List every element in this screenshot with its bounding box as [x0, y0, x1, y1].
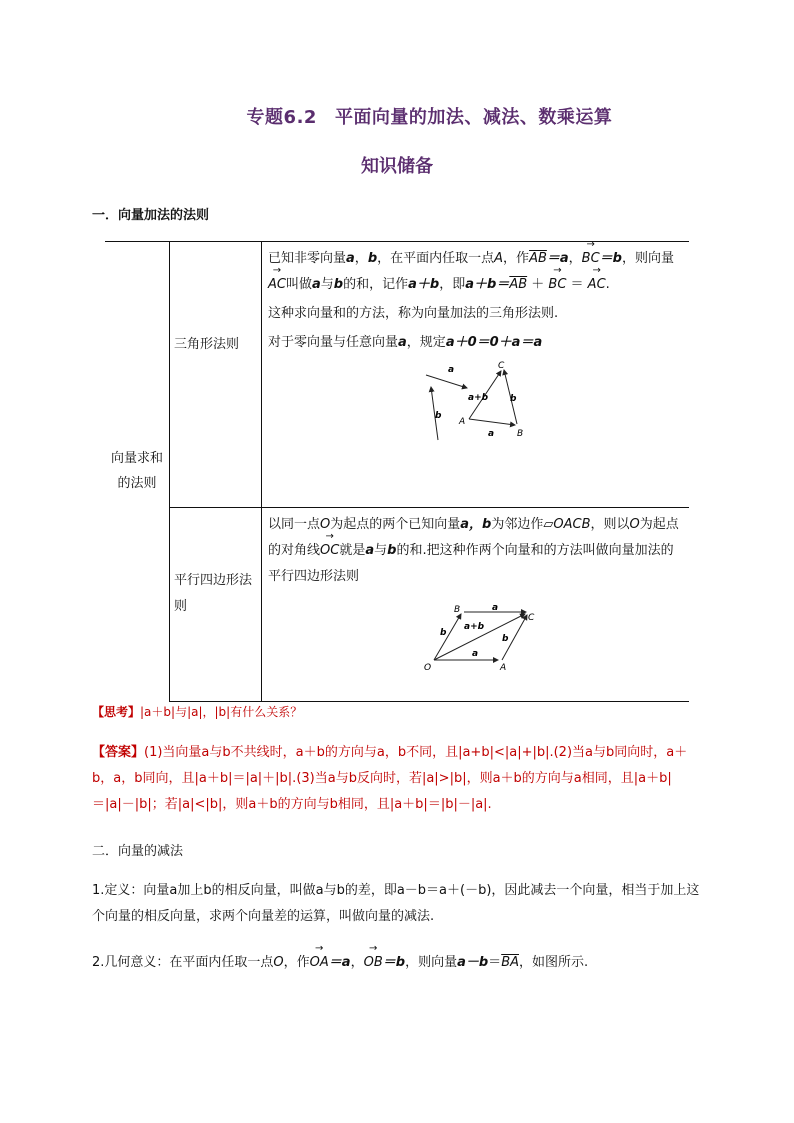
parallelogram-rule-figure [262, 600, 582, 676]
label-side-a: a [488, 428, 495, 439]
section-heading-subtraction: 二．向量的减法 [92, 844, 184, 859]
label-bottom-a: a [472, 649, 479, 659]
label-B: B [454, 605, 461, 615]
addition-rules-table [105, 241, 689, 702]
page-title: 专题6.2 平面向量的加法、减法、数乘运算 [246, 107, 613, 128]
think-question: 【思考】|a＋b|与|a|，|b|有什么关系？ [92, 705, 303, 719]
answer-paragraph: 【答案】(1)当向量a与b不共线时，a＋b的方向与a，b不同，且|a+b|<|a|+|b|.(2)当a与b同向时，a＋b，a，b同向，且|a＋b|＝|a|＋|b|.(3)当a与b反向时，若|a|>|b|，则a＋b的方向与a相同，且|a＋b|＝|a|－|b|；若|a|<|b|，则a＋b的方向与b相同，且|a＋b|＝|b|－|a|. [92, 745, 688, 812]
label-C: C [528, 613, 535, 623]
label-left-b: b [440, 628, 447, 638]
triangle-side-a [469, 419, 515, 425]
label-B: B [517, 428, 524, 439]
rule-name-parallelogram: 平行四边形法则 [170, 508, 262, 702]
label-a-plus-b: a+b [468, 392, 489, 403]
subtraction-geometry: 2.几何意义：在平面内任取一点O，作→ OA＝a，→ OB＝b，则向量$a-b=\overline{BA}$，如图所示. [92, 950, 702, 976]
category-cell: 向量求和的法则 [105, 242, 170, 702]
label-A: A [459, 416, 466, 427]
label-O: O [424, 663, 432, 673]
label-C: C [498, 360, 505, 371]
label-b: b [435, 410, 442, 421]
label-a: a [448, 364, 455, 375]
page-subtitle: 知识储备 [361, 156, 433, 177]
triangle-rule-content: 已知非零向量a，b，在平面内任取一点A，作$\overline{AB}=a$，→ BC＝b，则向量→ AC叫做a与b的和，记作a＋b，即$a+b=\overline{AB}$ ＋ → BC ＝ → AC. 这种求向量和的方法，称为向量加法的三角形法则. 对于零向量与任意向量a，规定a＋0＝0＋a＝a a b C A B a+b b a [262, 242, 690, 508]
vector-a [426, 375, 467, 388]
label-a-plus-b: a+b [464, 622, 485, 632]
label-top-a: a [492, 603, 499, 613]
subtraction-definition: 1.定义：向量a加上b的相反向量，叫做a与b的差，即a－b＝a＋(－b)，因此减去一个向量，相当于加上这个向量的相反向量，求两个向量差的运算，叫做向量的减法. [92, 883, 700, 924]
parallelogram-rule-content: 以同一点O为起点的两个已知向量a，b为邻边作▱OACB，则以O为起点的对角线→ OC就是a与b的和.把这种作两个向量和的方法叫做向量加法的平行四边形法则 O A B C a a b b a+b [262, 508, 690, 702]
label-A: A [500, 663, 507, 673]
label-right-b: b [502, 634, 509, 644]
rule-name-triangle: 三角形法则 [170, 242, 262, 508]
triangle-rule-figure [262, 354, 582, 454]
label-side-b: b [510, 393, 517, 404]
section-heading-addition: 一．向量加法的法则 [92, 208, 210, 223]
